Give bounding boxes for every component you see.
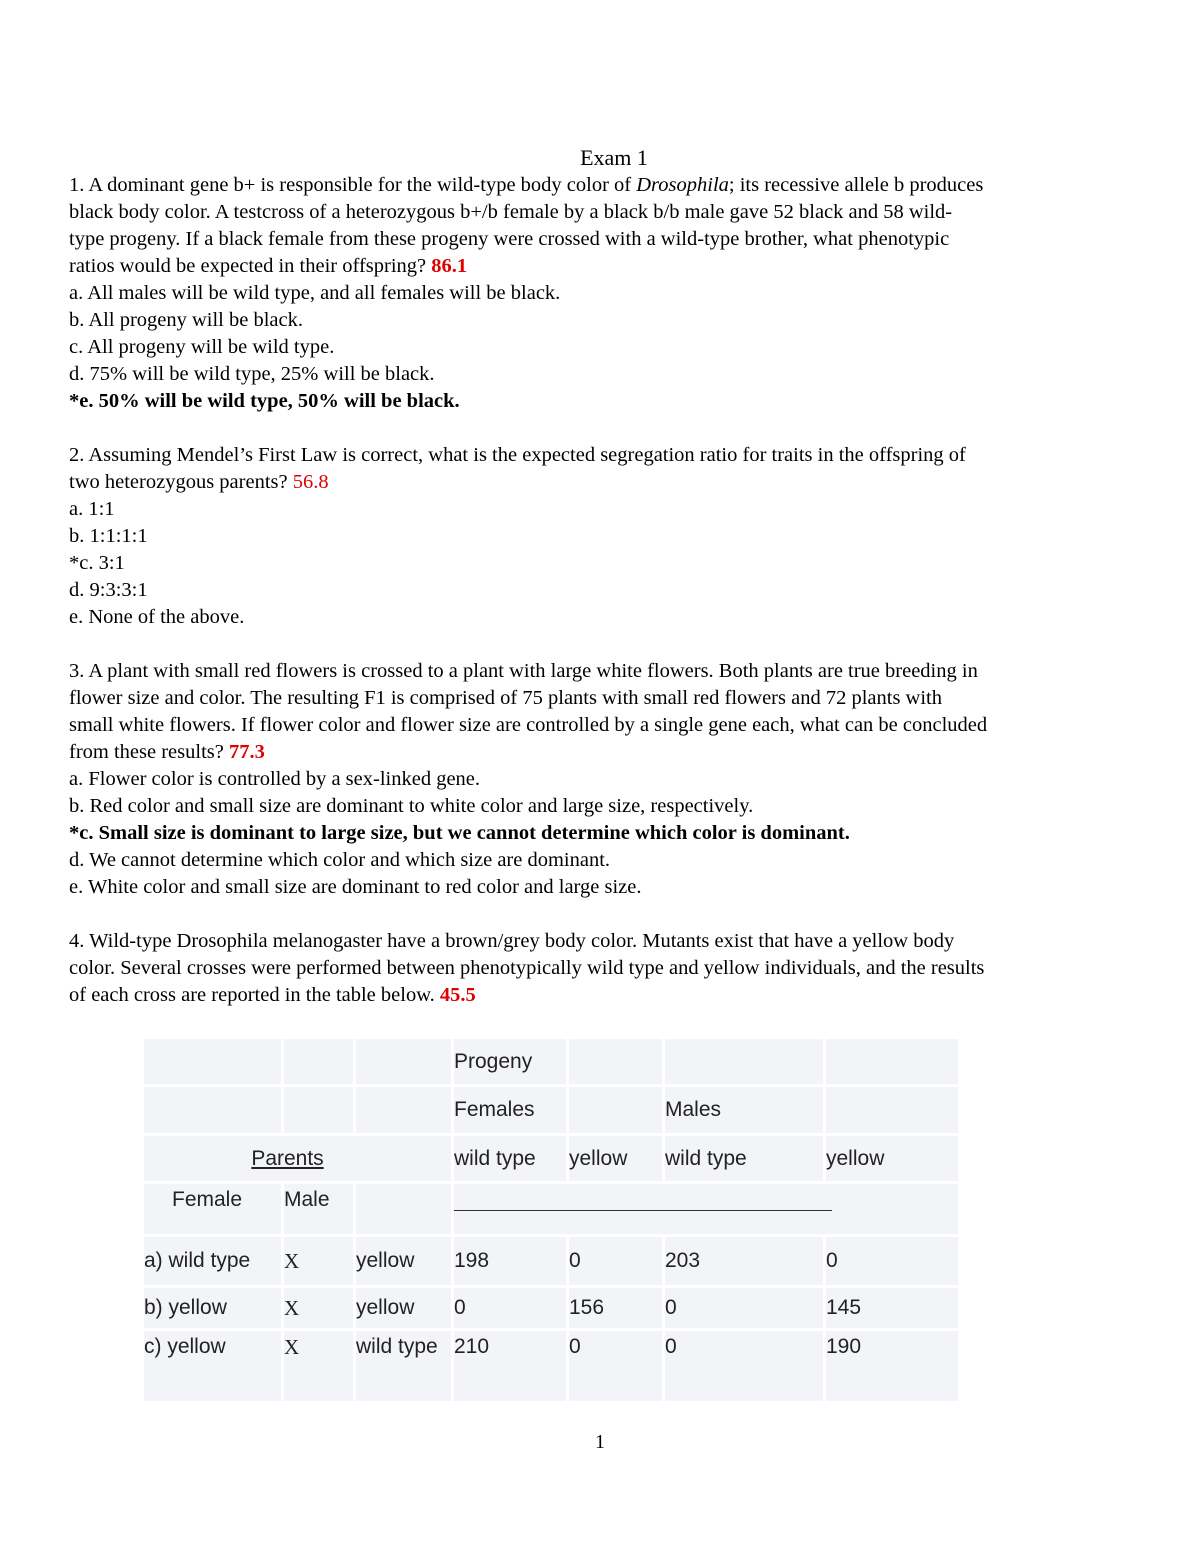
question-3 [69, 658, 1139, 901]
answer-option: b. 1:1:1:1 [69, 525, 148, 547]
question-text-line [69, 172, 1139, 199]
column-header: yellow [569, 1136, 662, 1181]
cross-results-table [144, 1039, 952, 1395]
question-2 [69, 442, 1139, 631]
correct-answer: *e. 50% will be wild type, 50% will be black. [69, 390, 460, 412]
answer-option: a. Flower color is controlled by a sex-linked gene. [69, 768, 481, 790]
answer-option: a. All males will be wild type, and all females will be black. [69, 282, 561, 304]
cross-symbol: X [284, 1288, 353, 1328]
score-label: 77.3 [228, 741, 265, 763]
question-text: two heterozygous parents? [69, 471, 288, 493]
question-text-line [69, 739, 1139, 766]
answer-option: e. White color and small size are dominant to red color and large size. [69, 876, 642, 898]
answer-option: d. We cannot determine which color and which size are dominant. [69, 849, 611, 871]
progeny-header: Progeny [454, 1039, 566, 1084]
score-label: 56.8 [292, 471, 329, 493]
count-cell: 0 [826, 1237, 958, 1285]
female-parent-cell: b) yellow [144, 1288, 281, 1328]
question-text: ; its recessive allele b produces [728, 174, 984, 196]
male-parent-cell: yellow [356, 1237, 451, 1285]
answer-option: b. All progeny will be black. [69, 309, 303, 331]
parents-header: Parents [251, 1146, 324, 1170]
answer-option: d. 9:3:3:1 [69, 579, 148, 601]
separator-rule [454, 1210, 832, 1211]
cross-symbol: X [284, 1237, 353, 1285]
answer-option: b. Red color and small size are dominant to white color and large size, respectively. [69, 795, 754, 817]
exam-page [69, 144, 1139, 1009]
answer-option: a. 1:1 [69, 498, 115, 520]
table-row [144, 1331, 958, 1401]
question-text: ratios would be expected in their offspring? [69, 255, 427, 277]
count-cell: 0 [454, 1288, 566, 1328]
correct-answer: *c. Small size is dominant to large size, but we cannot determine which color is dominant. [69, 822, 850, 844]
females-header: Females [454, 1087, 566, 1133]
female-parent-cell: c) yellow [144, 1331, 281, 1401]
score-label: 86.1 [431, 255, 468, 277]
table-row [144, 1288, 958, 1328]
count-cell: 145 [826, 1288, 958, 1328]
cross-symbol: X [284, 1331, 353, 1401]
count-cell: 198 [454, 1237, 566, 1285]
question-text: of each cross are reported in the table below. [69, 984, 435, 1006]
question-text: from these results? [69, 741, 224, 763]
males-header: Males [665, 1087, 823, 1133]
page-number: 1 [595, 1431, 605, 1453]
score-label: 45.5 [439, 984, 476, 1006]
italic-term: Drosophila [636, 174, 729, 196]
answer-option: e. None of the above. [69, 606, 245, 628]
column-header: wild type [665, 1136, 823, 1181]
answer-option: c. All progeny will be wild type. [69, 336, 335, 358]
female-header: Female [144, 1184, 281, 1234]
table-row [144, 1237, 958, 1285]
count-cell: 190 [826, 1331, 958, 1401]
question-text-line [69, 982, 1139, 1009]
page-title: Exam 1 [580, 145, 648, 170]
question-4 [69, 928, 1139, 1009]
question-text-line: 4. Wild-type Drosophila melanogaster have a brown/grey body color. Mutants exist that have a yellow body [69, 930, 955, 952]
answer-option: d. 75% will be wild type, 25% will be black. [69, 363, 435, 385]
female-parent-cell: a) wild type [144, 1237, 281, 1285]
column-header: yellow [826, 1136, 958, 1181]
count-cell: 0 [665, 1288, 823, 1328]
question-text-line: flower size and color. The resulting F1 is comprised of 75 plants with small red flowers and 72 plants with [69, 687, 942, 709]
question-text-line: type progeny. If a black female from these progeny were crossed with a wild-type brother, what phenotypic [69, 228, 950, 250]
count-cell: 0 [665, 1331, 823, 1401]
count-cell: 0 [569, 1237, 662, 1285]
question-text-line [69, 469, 1139, 496]
count-cell: 0 [569, 1331, 662, 1401]
male-parent-cell: wild type [356, 1331, 451, 1401]
question-text-line: 3. A plant with small red flowers is crossed to a plant with large white flowers. Both plants are true breeding in [69, 660, 978, 682]
question-text-line: 2. Assuming Mendel’s First Law is correct, what is the expected segregation ratio for traits in the offspring of [69, 444, 966, 466]
count-cell: 203 [665, 1237, 823, 1285]
question-text-line: color. Several crosses were performed between phenotypically wild type and yellow individuals, and the results [69, 957, 985, 979]
male-header: Male [284, 1184, 353, 1234]
question-text: 1. A dominant gene b+ is responsible for the wild-type body color of [69, 174, 632, 196]
question-text-line: black body color. A testcross of a heterozygous b+/b female by a black b/b male gave 52 black and 58 wild- [69, 201, 953, 223]
column-header: wild type [454, 1136, 566, 1181]
correct-answer: *c. 3:1 [69, 552, 125, 574]
question-text-line: small white flowers. If flower color and flower size are controlled by a single gene each, what can be concluded [69, 714, 988, 736]
male-parent-cell: yellow [356, 1288, 451, 1328]
count-cell: 210 [454, 1331, 566, 1401]
question-text-line [69, 253, 1139, 280]
count-cell: 156 [569, 1288, 662, 1328]
question-1 [69, 172, 1139, 415]
